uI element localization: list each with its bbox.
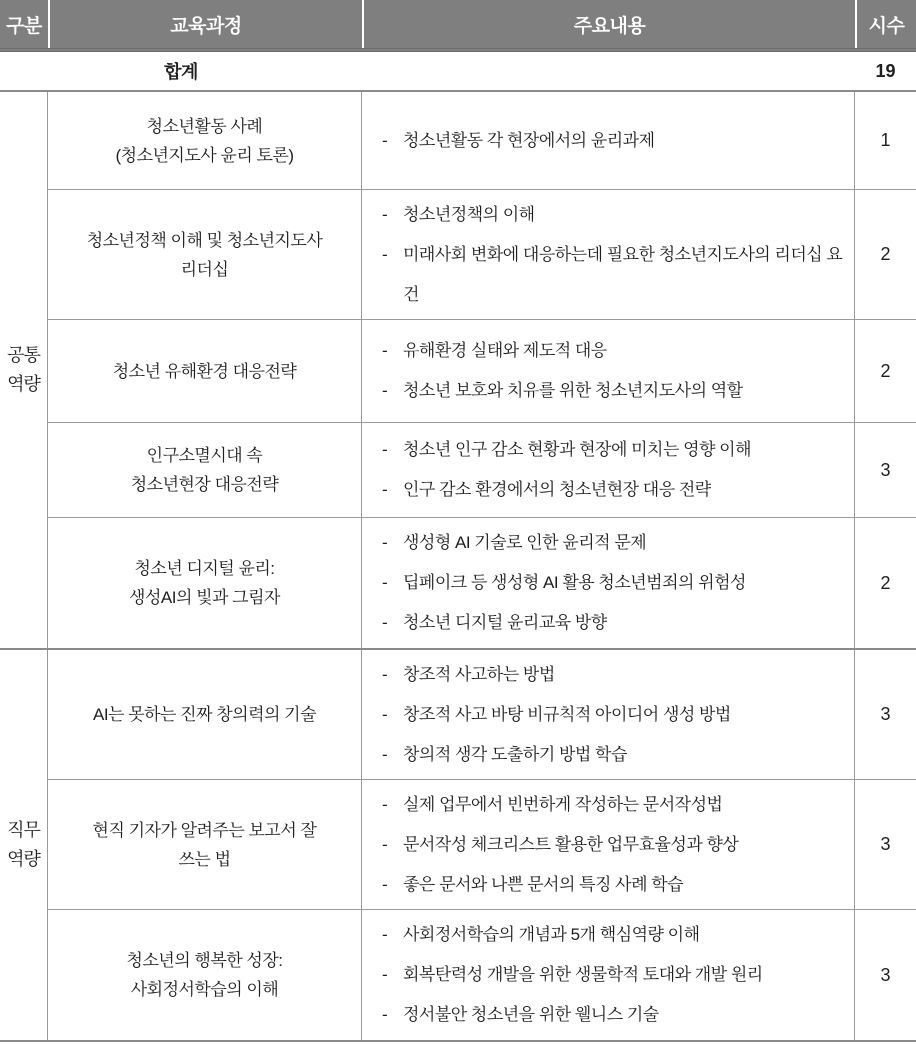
content-cell (362, 320, 855, 422)
course-cell (48, 650, 362, 779)
total-row (0, 52, 916, 92)
total-empty-cell (362, 52, 855, 90)
table-row (48, 320, 916, 423)
course-title-line: 쓰는 법 (178, 849, 231, 869)
hours-cell: 2 (880, 360, 891, 381)
table-row (48, 780, 916, 910)
content-point: - 사회정서학습의 개념과 5개 핵심역량 이해 (376, 915, 848, 955)
content-cell (362, 910, 855, 1040)
header-cell-course: 교육과정 (48, 0, 362, 48)
category-cell-job (0, 650, 48, 1040)
content-cell (362, 518, 855, 648)
section-job-competency (0, 650, 916, 1042)
table-row (48, 92, 916, 190)
course-cell (48, 518, 362, 648)
hours-cell: 3 (880, 964, 891, 985)
content-cell (362, 423, 855, 517)
content-point: - 좋은 문서와 나쁜 문서의 특징 사례 학습 (376, 865, 848, 905)
content-point: - 딥페이크 등 생성형 AI 활용 청소년범죄의 위험성 (376, 563, 848, 603)
category-cell-common (0, 92, 48, 648)
category-line: 역량 (7, 374, 40, 394)
content-cell (362, 190, 855, 319)
content-point: - 청소년 인구 감소 현황과 현장에 미치는 영향 이해 (376, 430, 848, 470)
course-title-line: 인구소멸시대 속 (146, 446, 263, 465)
category-line: 공통 (7, 345, 40, 365)
content-cell (362, 650, 855, 779)
course-title-line: AI는 못하는 진짜 창의력의 기술 (92, 705, 317, 724)
hours-cell: 2 (880, 244, 891, 264)
course-cell (48, 320, 362, 422)
table-header-row (0, 0, 916, 52)
content-cell (362, 92, 855, 189)
course-cell (48, 423, 362, 517)
content-point: - 문서작성 체크리스트 활용한 업무효율성과 향상 (376, 825, 848, 865)
table-row (48, 190, 916, 320)
total-label: 합계 (164, 62, 198, 82)
course-cell (48, 92, 362, 189)
table-row (48, 423, 916, 518)
category-line: 직무 (7, 820, 40, 840)
content-cell (362, 780, 855, 909)
hours-cell: 2 (880, 572, 891, 593)
course-title-line: 청소년의 행복한 성장: (126, 951, 283, 970)
content-point: - 창조적 사고하는 방법 (376, 655, 848, 695)
course-cell (48, 190, 362, 319)
section-rows (48, 92, 916, 648)
category-line: 역량 (7, 849, 40, 869)
content-point: - 미래사회 변화에 대응하는데 필요한 청소년지도사의 리더십 요건 (376, 235, 848, 315)
hours-cell: 3 (880, 459, 891, 480)
content-point: - 유해환경 실태와 제도적 대응 (376, 331, 848, 371)
course-cell (48, 780, 362, 909)
course-title-line: 리더십 (180, 259, 229, 279)
header-cell-hours: 시수 (855, 0, 916, 48)
course-title-line: 청소년정책 이해 및 청소년지도사 (86, 230, 323, 250)
course-title-line: 현직 기자가 알려주는 보고서 잘 (92, 820, 317, 840)
content-point: - 실제 업무에서 빈번하게 작성하는 문서작성법 (376, 785, 848, 825)
course-title-line: 청소년활동 사례 (146, 116, 263, 136)
content-point: - 창조적 사고 바탕 비규칙적 아이디어 생성 방법 (376, 695, 848, 735)
content-point: - 청소년 디지털 윤리교육 방향 (376, 603, 848, 643)
course-title-line: 사회정서학습의 이해 (130, 980, 279, 999)
section-rows (48, 650, 916, 1040)
course-title-line: 생성AI의 빛과 그림자 (129, 588, 280, 607)
course-title-line: (청소년지도사 윤리 토론) (115, 145, 294, 165)
header-cell-content: 주요내용 (362, 0, 855, 48)
hours-cell: 1 (880, 130, 891, 150)
total-hours: 19 (875, 60, 896, 81)
header-cell-category: 구분 (6, 15, 42, 37)
content-point: - 청소년 보호와 치유를 위한 청소년지도사의 역할 (376, 371, 848, 411)
table-row (48, 650, 916, 780)
course-title-line: 청소년 유해환경 대응전략 (112, 361, 297, 381)
course-title-line: 청소년현장 대응전략 (130, 475, 279, 494)
content-point: - 창의적 생각 도출하기 방법 학습 (376, 735, 848, 775)
content-point: - 생성형 AI 기술로 인한 윤리적 문제 (376, 523, 848, 563)
content-point: - 정서불안 청소년을 위한 웰니스 기술 (376, 995, 848, 1035)
hours-cell: 3 (880, 704, 891, 724)
course-cell (48, 910, 362, 1040)
course-title-line: 청소년 디지털 윤리: (134, 559, 275, 578)
content-point: - 회복탄력성 개발을 위한 생물학적 토대와 개발 원리 (376, 955, 848, 995)
table-row (48, 518, 916, 648)
content-point: - 인구 감소 환경에서의 청소년현장 대응 전략 (376, 470, 848, 510)
content-point: - 청소년정책의 이해 (376, 195, 848, 235)
hours-cell: 3 (880, 834, 891, 854)
table-row (48, 910, 916, 1040)
content-point: - 청소년활동 각 현장에서의 윤리과제 (376, 121, 848, 161)
section-common-competency (0, 92, 916, 650)
